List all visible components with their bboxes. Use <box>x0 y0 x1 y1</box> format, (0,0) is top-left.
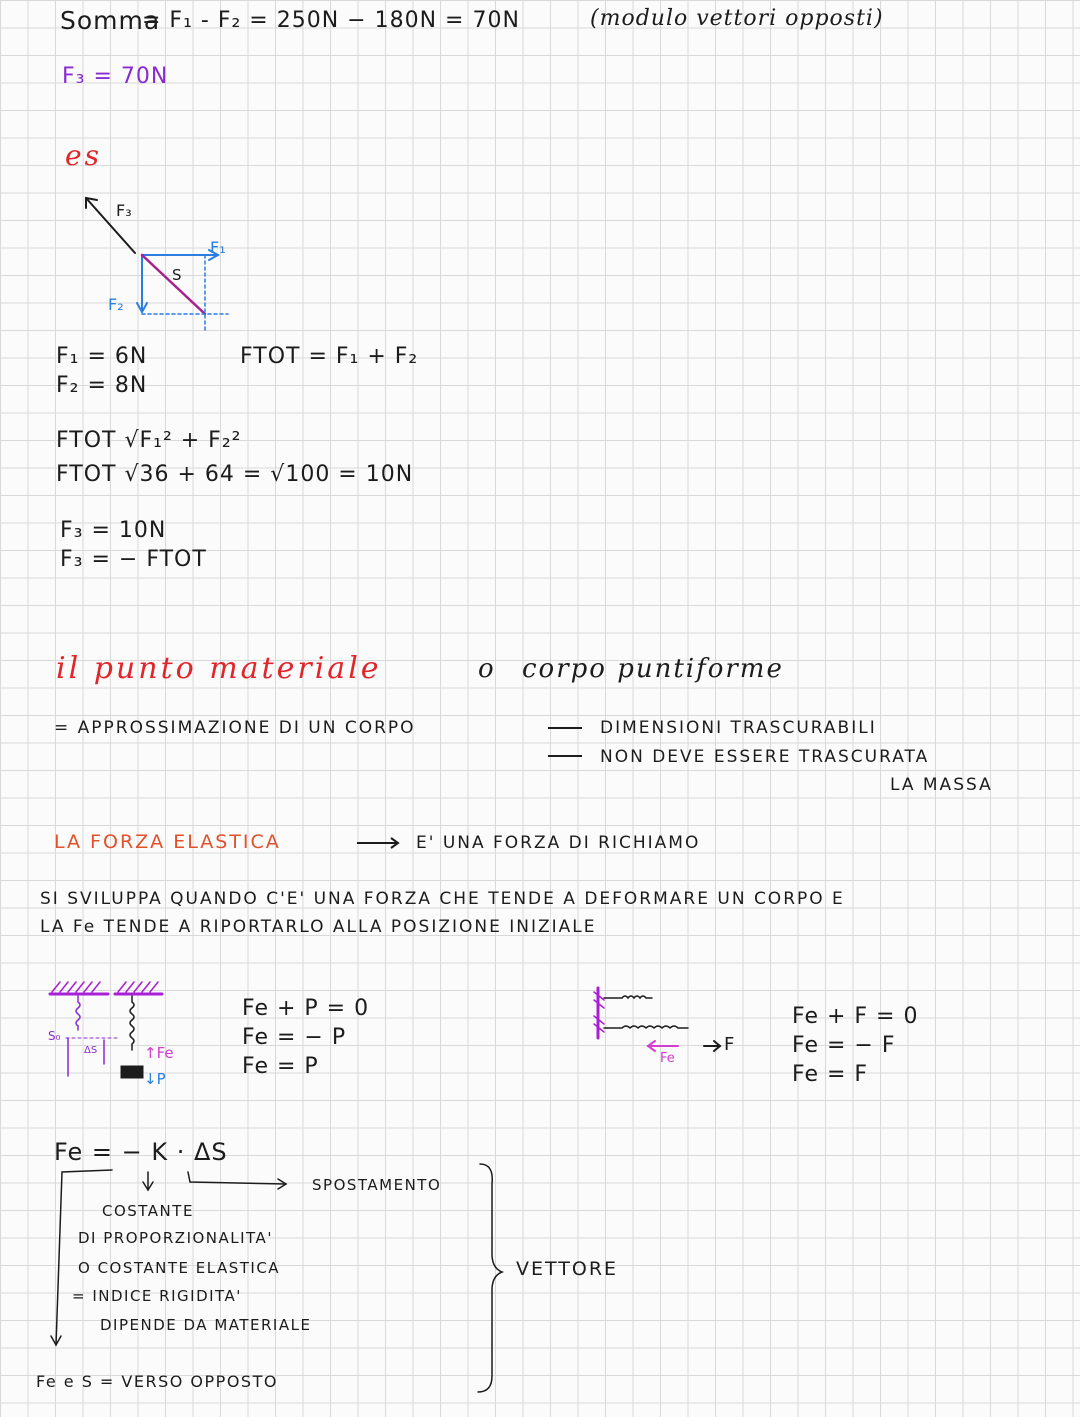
k-line-3: O COSTANTE ELASTICA <box>78 1259 281 1277</box>
f3-result: F₃ = 70N <box>62 64 169 89</box>
sum-expression: = F₁ - F₂ = 250N − 180N = 70N <box>142 8 520 33</box>
hooke-annotations <box>51 1164 502 1392</box>
horizontal-spring-diagram <box>594 988 720 1051</box>
ftot-definition: FTOT = F₁ + F₂ <box>240 344 419 369</box>
sum-label: Somma <box>60 6 161 35</box>
diagram-f3-label: F₃ <box>116 201 132 220</box>
eq-left-2: Fe = − P <box>242 1025 347 1050</box>
eq-right-2: Fe = − F <box>792 1033 896 1058</box>
elastic-description: E' UNA FORZA DI RICHIAMO <box>416 833 701 853</box>
spring-right-f-label: F <box>724 1034 735 1055</box>
f3-negative: F₃ = − FTOT <box>60 547 207 572</box>
eq-left-1: Fe + P = 0 <box>242 996 370 1021</box>
spostamento-label: SPOSTAMENTO <box>312 1176 442 1194</box>
eq-right-3: Fe = F <box>792 1062 869 1087</box>
point-title-or: o <box>478 654 496 684</box>
arrow-dashes <box>548 728 582 756</box>
point-property-2: NON DEVE ESSERE TRASCURATA <box>600 747 930 767</box>
spring-fe-label: ↑Fe <box>144 1044 174 1062</box>
point-definition: = APPROSSIMAZIONE DI UN CORPO <box>54 718 416 738</box>
diagram-s-label: S <box>172 266 182 284</box>
ftot-calculation: FTOT √36 + 64 = √100 = 10N <box>56 462 414 487</box>
example-marker: es <box>65 139 102 172</box>
k-line-2: DI PROPORZIONALITA' <box>78 1229 273 1247</box>
spring-s0-label: S₀ <box>48 1029 61 1043</box>
eq-left-3: Fe = P <box>242 1054 319 1079</box>
point-title-alt: corpo puntiforme <box>522 654 784 684</box>
ftot-root: FTOT √F₁² + F₂² <box>56 428 242 453</box>
point-property-1: DIMENSIONI TRASCURABILI <box>600 718 877 738</box>
k-line-5: DIPENDE DA MATERIALE <box>100 1316 312 1334</box>
f1-value: F₁ = 6N <box>56 344 148 369</box>
vertical-spring-diagram <box>50 982 162 1078</box>
k-line-1: COSTANTE <box>102 1202 194 1220</box>
elastic-text-line-1: SI SVILUPPA QUANDO C'E' UNA FORZA CHE TENDE A DEFORMARE UN CORPO E <box>40 889 845 909</box>
verso-opposto: Fe e S = VERSO OPPOSTO <box>36 1372 278 1391</box>
elastic-text-line-2: LA Fe TENDE A RIPORTARLO ALLA POSIZIONE INIZIALE <box>40 917 597 937</box>
diagram-f1-label: F₁ <box>210 238 226 257</box>
spring-right-fe-label: Fe <box>660 1051 675 1066</box>
sum-note: (modulo vettori opposti) <box>590 6 884 31</box>
spring-ds-label: ΔS <box>84 1045 98 1056</box>
f2-value: F₂ = 8N <box>56 373 148 398</box>
diagram-f2-label: F₂ <box>108 295 124 314</box>
k-line-4: = INDICE RIGIDITA' <box>72 1287 242 1305</box>
f3-value: F₃ = 10N <box>60 518 167 543</box>
spring-p-label: ↓P <box>144 1070 166 1088</box>
elastic-title: LA FORZA ELASTICA <box>54 831 281 853</box>
point-property-2b: LA MASSA <box>890 775 993 795</box>
hooke-law: Fe = − K · ΔS <box>54 1138 228 1166</box>
vettore-label: VETTORE <box>516 1258 619 1280</box>
eq-right-1: Fe + F = 0 <box>792 1004 919 1029</box>
point-title: il punto materiale <box>56 651 382 686</box>
